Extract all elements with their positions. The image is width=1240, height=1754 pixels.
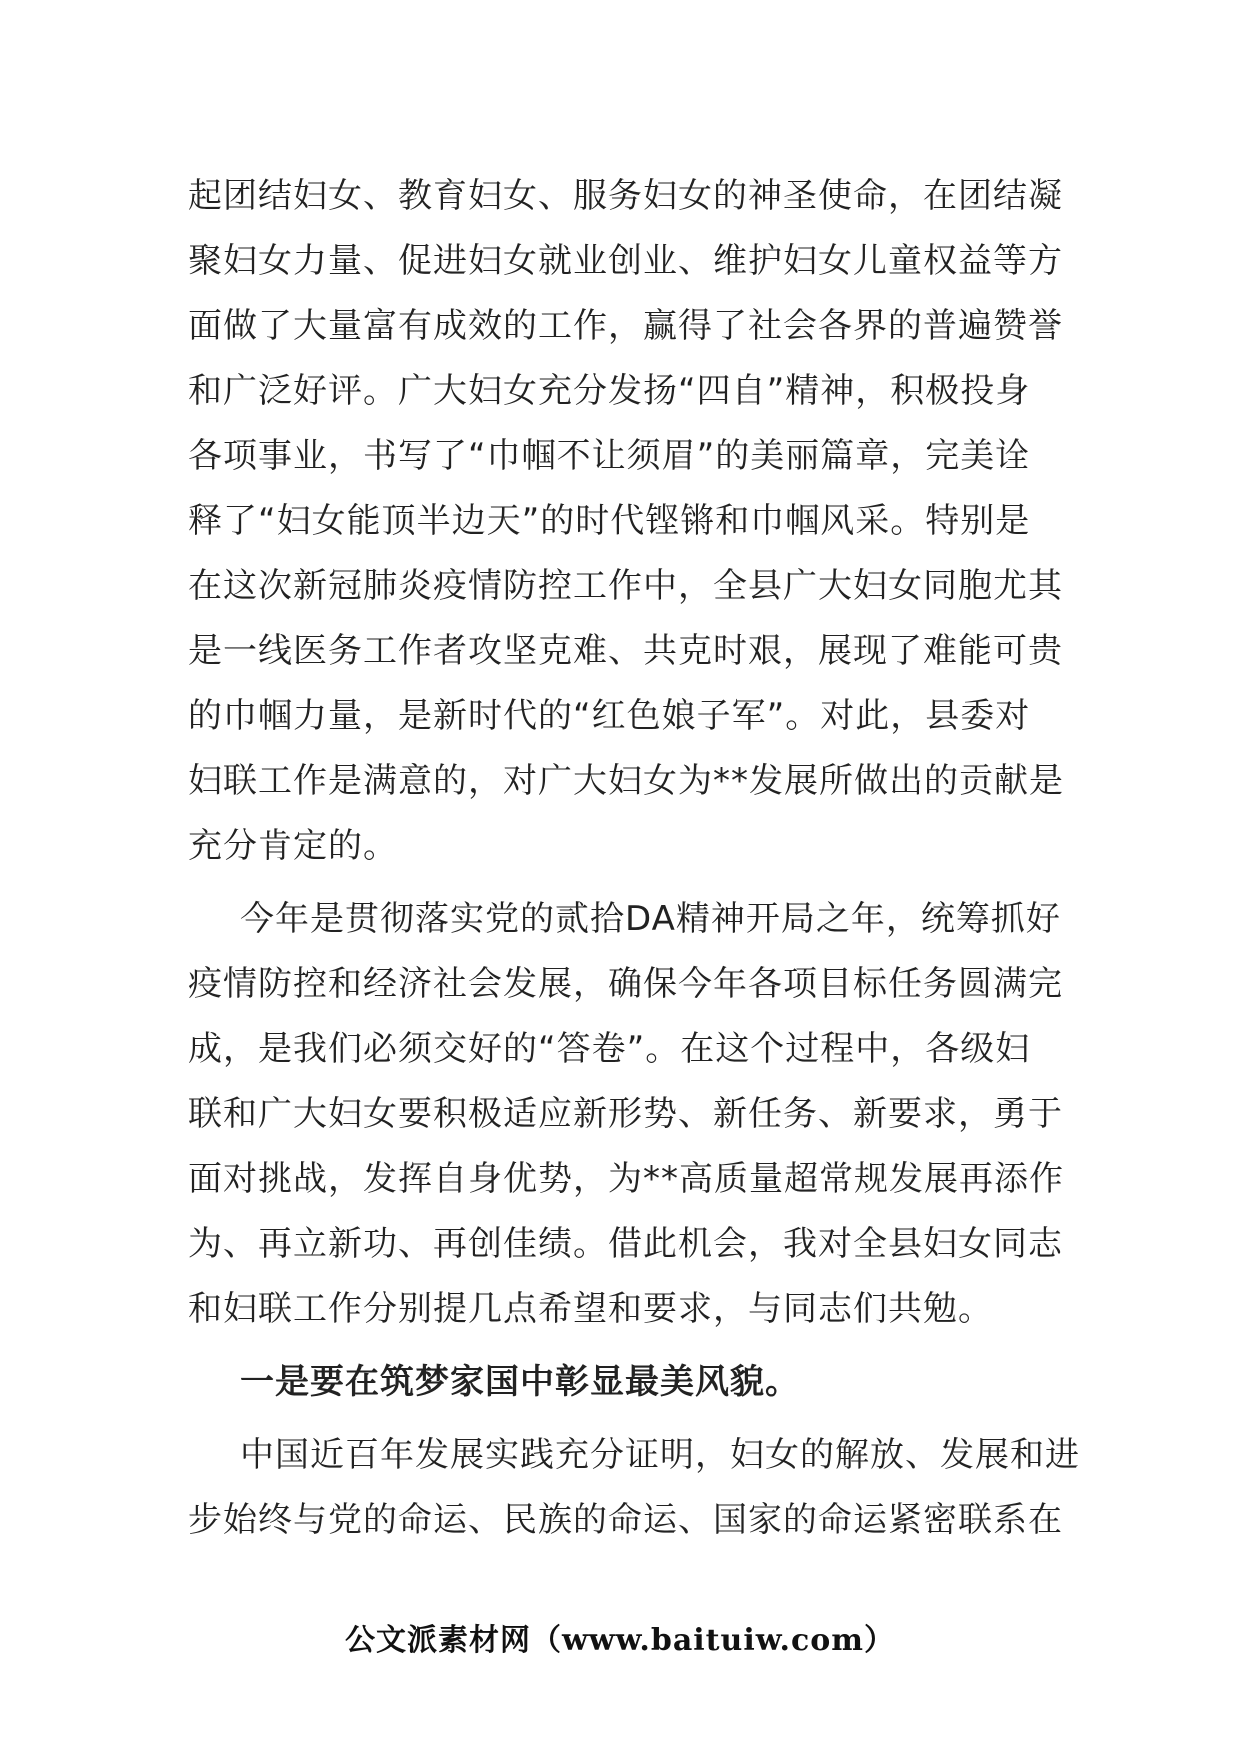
- paragraph-1: [188, 164, 1064, 879]
- page-footer: 公文派素材网（www.baituiw.com）: [344, 1623, 896, 1658]
- text-line: 在这次新冠肺炎疫情防控工作中，全县广大妇女同胞尤其: [188, 566, 1063, 606]
- text-line: 释了“妇女能顶半边天”的时代铿锵和巾帼风采。特别是: [188, 501, 1031, 541]
- text-line: 为、再立新功、再创佳绩。借此机会，我对全县妇女同志: [188, 1224, 1063, 1264]
- text-line: 面对挑战，发挥自身优势，为**高质量超常规发展再添作: [188, 1159, 1064, 1199]
- text-line: 的巾帼力量，是新时代的“红色娘子军”。对此，县委对: [188, 696, 1031, 736]
- text-line: 疫情防控和经济社会发展，确保今年各项目标任务圆满完: [188, 964, 1063, 1004]
- text-line: 和妇联工作分别提几点希望和要求，与同志们共勉。: [188, 1289, 993, 1329]
- text-line: 今年是贯彻落实党的贰拾DA精神开局之年，统筹抓好: [240, 899, 1061, 939]
- text-line: 起团结妇女、教育妇女、服务妇女的神圣使命，在团结凝: [188, 176, 1063, 216]
- text-line: 面做了大量富有成效的工作，赢得了社会各界的普遍赞誉: [188, 306, 1063, 346]
- section-heading-block: [188, 1350, 1028, 1415]
- text-line: 聚妇女力量、促进妇女就业创业、维护妇女儿童权益等方: [188, 241, 1063, 281]
- paragraph-3: [188, 1423, 1080, 1553]
- text-line: 中国近百年发展实践充分证明，妇女的解放、发展和进: [240, 1435, 1080, 1475]
- document-body: [188, 164, 1080, 1553]
- text-line: 是一线医务工作者攻坚克难、共克时艰，展现了难能可贵: [188, 631, 1063, 671]
- text-line: 各项事业，书写了“巾帼不让须眉”的美丽篇章，完美诠: [188, 436, 1031, 476]
- text-line: 联和广大妇女要积极适应新形势、新任务、新要求，勇于: [188, 1094, 1063, 1134]
- paragraph-2: [188, 887, 1064, 1342]
- text-line: 成，是我们必须交好的“答卷”。在这个过程中，各级妇: [188, 1029, 1031, 1069]
- text-line: 充分肯定的。: [188, 826, 398, 866]
- text-line: 妇联工作是满意的，对广大妇女为**发展所做出的贡献是: [188, 761, 1064, 801]
- text-line: 步始终与党的命运、民族的命运、国家的命运紧密联系在: [188, 1500, 1063, 1540]
- section-heading: 一是要在筑梦家国中彰显最美风貌。: [240, 1362, 800, 1402]
- text-line: 和广泛好评。广大妇女充分发扬“四自”精神，积极投身: [188, 371, 1031, 411]
